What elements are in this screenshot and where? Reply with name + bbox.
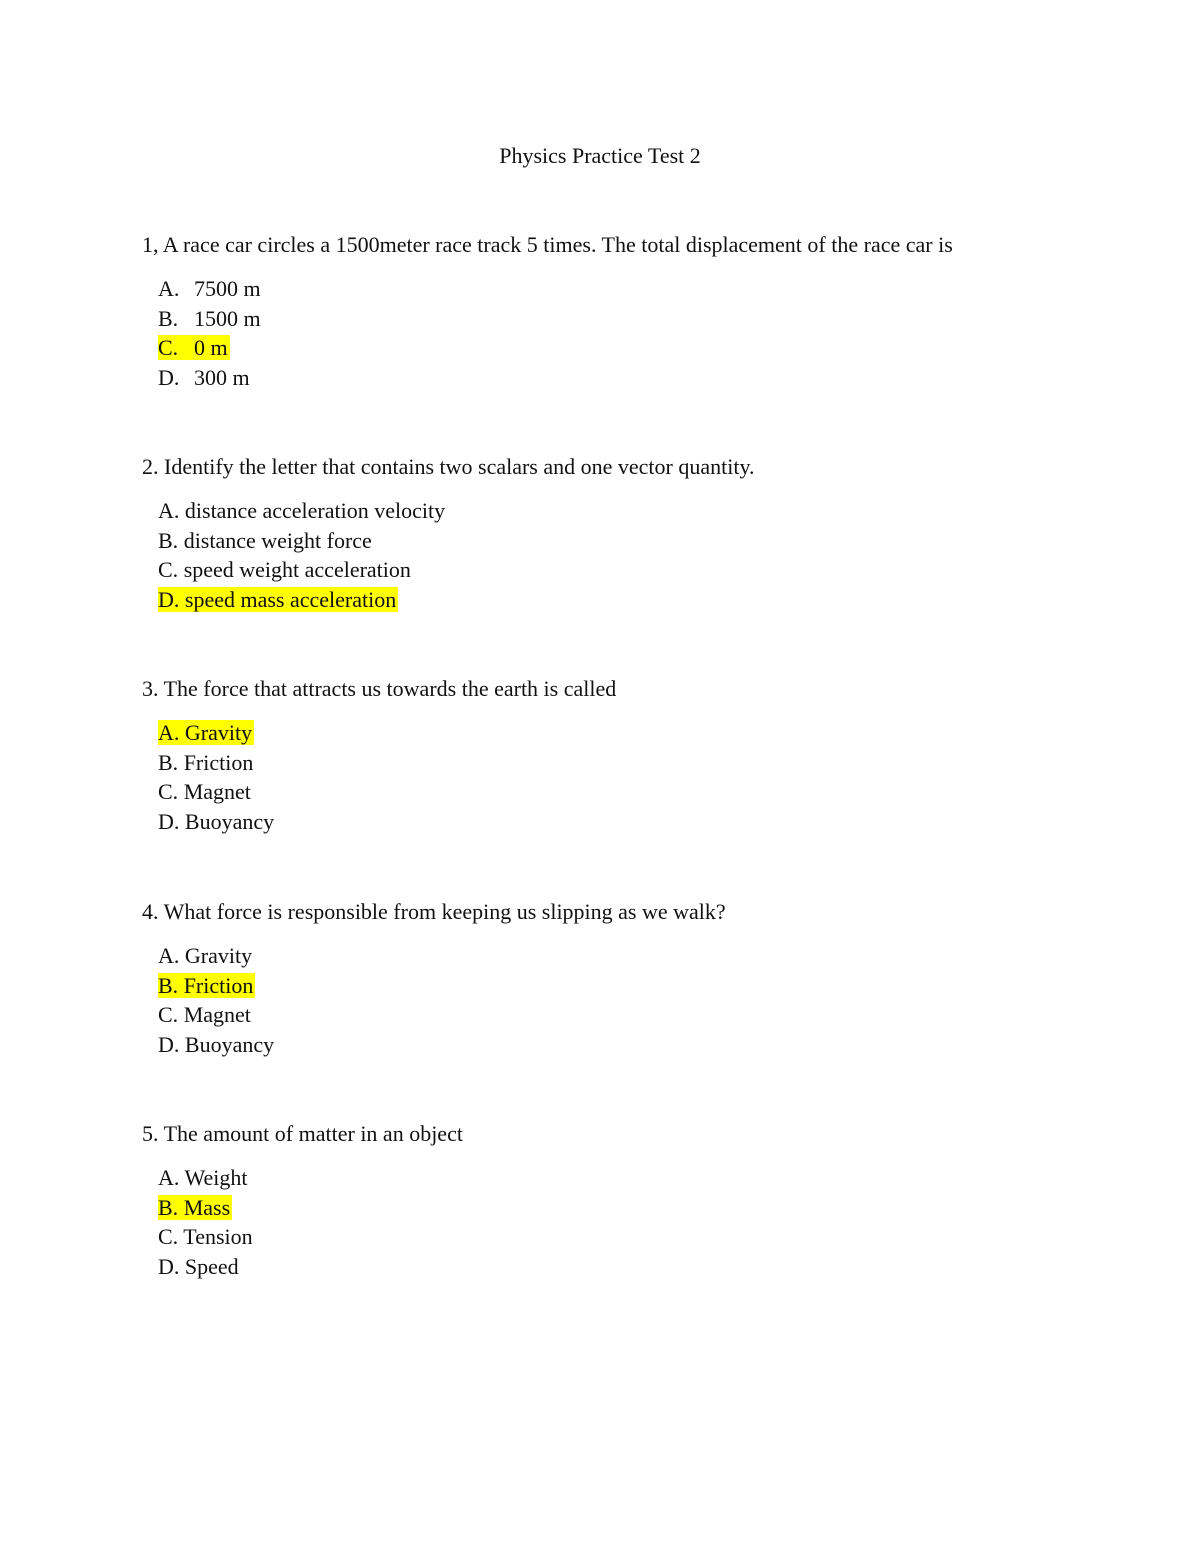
answer-options — [158, 496, 1102, 614]
question-3 — [142, 674, 1102, 836]
option-c: C. speed weight acceleration — [158, 557, 411, 582]
answer-options — [158, 941, 1102, 1059]
option-a: A. 7500 m — [158, 276, 261, 301]
option-d: D. Buoyancy — [158, 1031, 275, 1057]
option-a: A. Gravity — [158, 943, 253, 968]
option-b: B. 1500 m — [158, 305, 261, 331]
option-c: C. Magnet — [158, 779, 251, 804]
question-1 — [142, 230, 1102, 392]
answer-options — [158, 274, 1102, 392]
option-d-highlighted-answer: D. speed mass acceleration — [158, 586, 397, 612]
option-a: A. Weight — [158, 1165, 248, 1190]
option-d: D. 300 m — [158, 364, 250, 390]
option-c-highlighted-answer: C. 0 m — [158, 335, 228, 360]
question-4 — [142, 897, 1102, 1059]
page-title: Physics Practice Test 2 — [499, 143, 701, 168]
question-text: 2. Identify the letter that contains two scalars and one vector quantity. — [142, 454, 755, 479]
option-a: A. distance acceleration velocity — [158, 498, 446, 523]
question-text: 5. The amount of matter in an object — [142, 1121, 463, 1146]
option-b: B. Friction — [158, 749, 254, 775]
question-text: 1, A race car circles a 1500meter race track 5 times. The total displacement of the race car is — [142, 232, 953, 257]
option-a-highlighted-answer: A. Gravity — [158, 720, 253, 745]
question-2 — [142, 452, 1102, 614]
option-c: C. Magnet — [158, 1002, 251, 1027]
option-b-highlighted-answer: B. Friction — [158, 972, 254, 998]
answer-options — [158, 1163, 1102, 1281]
answer-options — [158, 718, 1102, 836]
question-text: 3. The force that attracts us towards the earth is called — [142, 676, 617, 701]
option-c: C. Tension — [158, 1224, 253, 1249]
option-d: D. Speed — [158, 1253, 239, 1279]
option-b: B. distance weight force — [158, 527, 372, 553]
question-5 — [142, 1119, 1102, 1281]
option-d: D. Buoyancy — [158, 808, 275, 834]
option-b-highlighted-answer: B. Mass — [158, 1194, 231, 1220]
question-text: 4. What force is responsible from keeping us slipping as we walk? — [142, 899, 726, 924]
